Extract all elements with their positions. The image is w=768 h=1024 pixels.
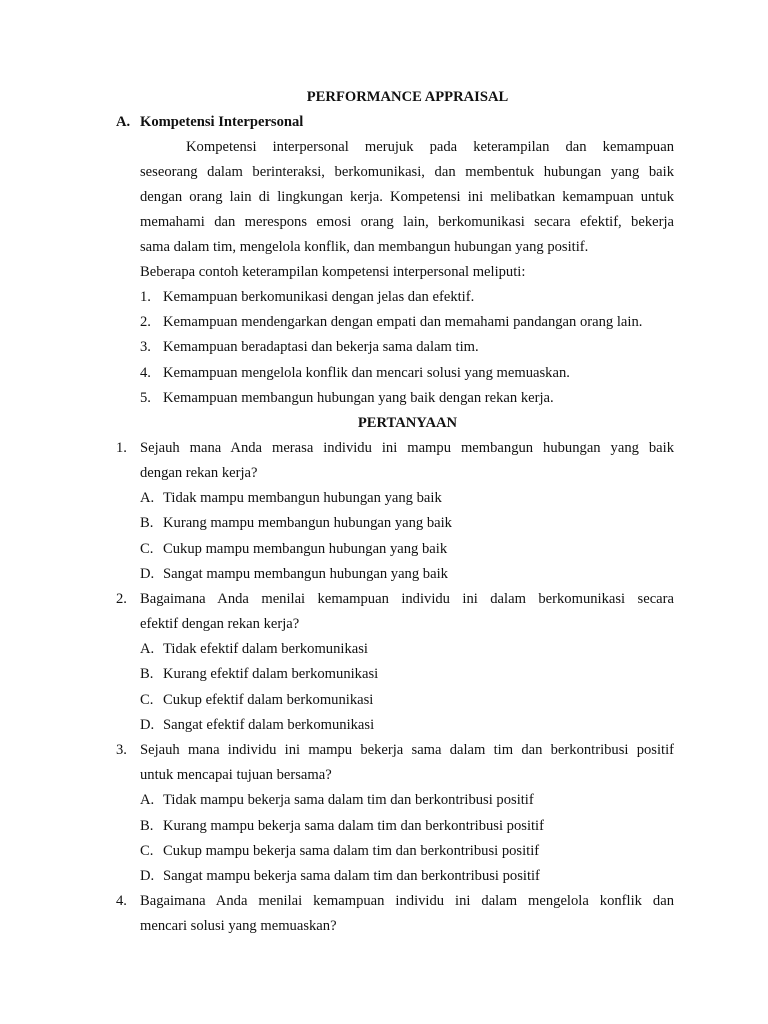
question-text-line-2: untuk mencapai tujuan bersama? — [140, 767, 332, 783]
option-text: Tidak mampu membangun hubungan yang baik — [163, 490, 442, 506]
skill-text: Kemampuan berkomunikasi dengan jelas dan efektif. — [163, 289, 475, 305]
skill-number: 2. — [140, 314, 151, 330]
skill-text: Kemampuan mendengarkan dengan empati dan memahami pandangan orang lain. — [163, 314, 643, 330]
skill-text: Kemampuan membangun hubungan yang baik dengan rekan kerja. — [163, 390, 554, 406]
option-text: Cukup mampu membangun hubungan yang baik — [163, 541, 448, 557]
option-letter: A. — [140, 641, 155, 657]
skill-number: 1. — [140, 289, 151, 305]
option-text: Sangat mampu bekerja sama dalam tim dan berkontribusi positif — [163, 868, 540, 884]
question-number: 3. — [116, 742, 127, 758]
option-letter: D. — [140, 566, 155, 582]
question-number: 1. — [116, 440, 127, 456]
skill-text: Kemampuan beradaptasi dan bekerja sama dalam tim. — [163, 339, 479, 355]
question-text-line-1: Bagaimana Anda menilai kemampuan individu ini dalam mengelola konflik dan — [140, 893, 674, 909]
option-letter: A. — [140, 490, 155, 506]
option-letter: D. — [140, 717, 155, 733]
option-letter: C. — [140, 692, 154, 708]
skill-number: 5. — [140, 390, 151, 406]
option-text: Tidak mampu bekerja sama dalam tim dan berkontribusi positif — [163, 792, 534, 808]
option-letter: A. — [140, 792, 155, 808]
question-text-line-1: Sejauh mana individu ini mampu bekerja sama dalam tim dan berkontribusi positif — [140, 742, 674, 758]
paragraph-line-4: memahami dan merespons emosi orang lain, berkomunikasi secara efektif, bekerja — [140, 214, 674, 230]
question-text-line-2: efektif dengan rekan kerja? — [140, 616, 300, 632]
question-text-line-2: dengan rekan kerja? — [140, 465, 258, 481]
option-text: Cukup mampu bekerja sama dalam tim dan berkontribusi positif — [163, 843, 540, 859]
question-number: 4. — [116, 893, 127, 909]
option-text: Kurang mampu bekerja sama dalam tim dan berkontribusi positif — [163, 818, 544, 834]
question-text-line-1: Bagaimana Anda menilai kemampuan individu ini dalam berkomunikasi secara — [140, 591, 674, 607]
section-letter: A. — [116, 114, 131, 130]
skill-number: 4. — [140, 365, 151, 381]
question-text-line-2: mencari solusi yang memuaskan? — [140, 918, 337, 934]
paragraph-line-2: seseorang dalam berinteraksi, berkomunikasi, dan membentuk hubungan yang baik — [140, 164, 674, 180]
skill-text: Kemampuan mengelola konflik dan mencari solusi yang memuaskan. — [163, 365, 570, 381]
option-text: Cukup efektif dalam berkomunikasi — [163, 692, 374, 708]
document-title: PERFORMANCE APPRAISAL — [306, 89, 509, 105]
question-text-line-1: Sejauh mana Anda merasa individu ini mampu membangun hubungan yang baik — [140, 440, 674, 456]
skill-number: 3. — [140, 339, 151, 355]
option-letter: C. — [140, 843, 154, 859]
paragraph-line-3: dengan orang lain di lingkungan kerja. Kompetensi ini melibatkan kemampuan untuk — [140, 189, 674, 205]
option-letter: B. — [140, 666, 154, 682]
option-letter: D. — [140, 868, 155, 884]
paragraph-line-5: sama dalam tim, mengelola konflik, dan membangun hubungan yang positif. — [140, 239, 589, 255]
option-text: Tidak efektif dalam berkomunikasi — [163, 641, 368, 657]
option-letter: C. — [140, 541, 154, 557]
questions-heading: PERTANYAAN — [357, 415, 458, 431]
question-number: 2. — [116, 591, 127, 607]
option-letter: B. — [140, 818, 154, 834]
paragraph-line-1: Kompetensi interpersonal merujuk pada keterampilan dan kemampuan — [186, 139, 674, 155]
option-text: Sangat efektif dalam berkomunikasi — [163, 717, 375, 733]
skills-intro: Beberapa contoh keterampilan kompetensi interpersonal meliputi: — [140, 264, 526, 280]
option-text: Kurang efektif dalam berkomunikasi — [163, 666, 379, 682]
option-letter: B. — [140, 515, 154, 531]
option-text: Sangat mampu membangun hubungan yang baik — [163, 566, 448, 582]
section-heading: Kompetensi Interpersonal — [140, 114, 304, 130]
option-text: Kurang mampu membangun hubungan yang baik — [163, 515, 452, 531]
